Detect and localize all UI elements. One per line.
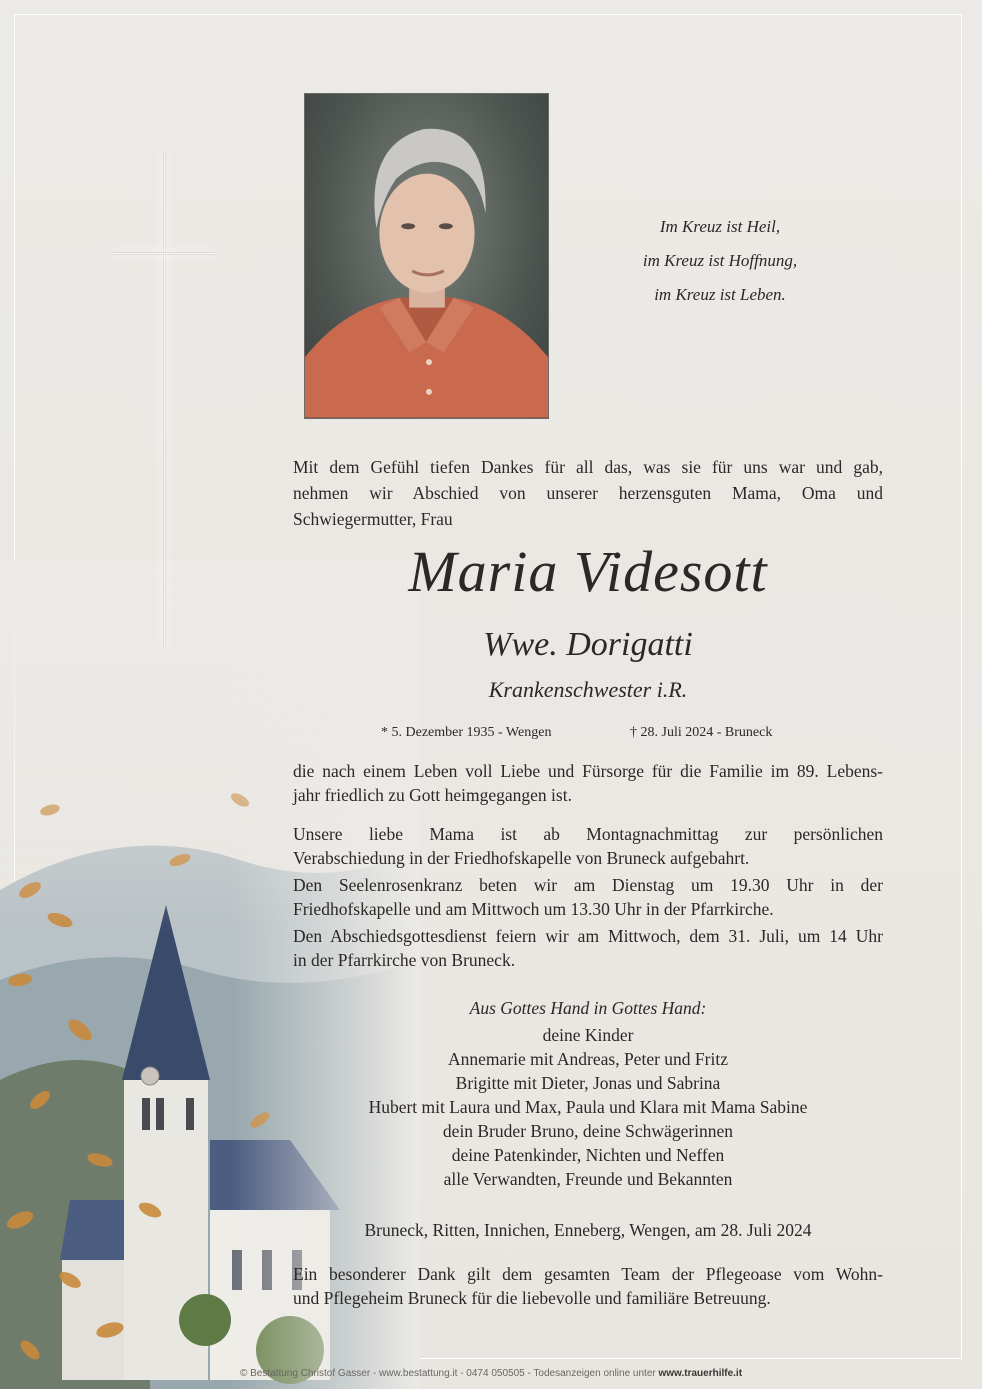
footer-text: © Bestattung Christof Gasser - www.bestattung.it - 0474 050505 - Todesanzeigen online unter	[239, 1368, 659, 1379]
thanks-text	[293, 1262, 883, 1310]
deceased-profession: Krankenschwester i.R.	[488, 677, 688, 702]
death-date: † 28. Juli 2024 - Bruneck	[630, 725, 773, 740]
arrangement-rosary	[293, 873, 883, 921]
mourner-line: deine Patenkinder, Nichten und Neffen	[451, 1145, 725, 1165]
intro-text	[293, 454, 883, 532]
place-and-date: Bruneck, Ritten, Innichen, Enneberg, Wengen, am 28. Juli 2024	[364, 1220, 812, 1240]
thanks-line: Ein besonderer Dank gilt dem gesamten Team der Pflegeoase vom Wohn-	[293, 1264, 883, 1284]
thanks-line: und Pflegeheim Bruneck für die liebevolle und familiäre Betreuung.	[293, 1288, 771, 1308]
cross-icon-horizontal	[111, 252, 216, 255]
intro-line: nehmen wir Abschied von unserer herzensguten Mama, Oma und	[293, 483, 883, 503]
arrangement-line: in der Pfarrkirche von Bruneck.	[293, 950, 516, 970]
mourner-line: Annemarie mit Andreas, Peter und Fritz	[448, 1049, 728, 1069]
quote-line: im Kreuz ist Leben.	[654, 285, 786, 304]
deceased-married-name: Wwe. Dorigatti	[483, 626, 693, 663]
passing-line: die nach einem Leben voll Liebe und Fürsorge für die Familie im 89. Lebens-	[293, 761, 883, 781]
deceased-name: Maria Videsott	[408, 539, 768, 604]
arrangement-line: Friedhofskapelle und am Mittwoch um 13.30 Uhr in der Pfarrkirche.	[293, 899, 774, 919]
mourners-list	[293, 993, 883, 1191]
arrangement-viewing	[293, 822, 883, 870]
cross-quote	[610, 210, 830, 312]
arrangement-line: Verabschiedung in der Friedhofskapelle von Bruneck aufgebahrt.	[293, 848, 750, 868]
mourner-line: deine Kinder	[542, 1025, 634, 1045]
mourner-line: Brigitte mit Dieter, Jonas und Sabrina	[455, 1073, 721, 1093]
footer	[0, 1368, 982, 1379]
portrait-photo	[304, 93, 549, 419]
arrangement-funeral	[293, 924, 883, 972]
mourner-line: Hubert mit Laura und Max, Paula und Klara mit Mama Sabine	[368, 1097, 808, 1117]
intro-line: Schwiegermutter, Frau	[293, 509, 453, 529]
intro-line: Mit dem Gefühl tiefen Dankes für all das, was sie für uns war und gab,	[293, 457, 883, 477]
arrangement-line: Den Abschiedsgottesdienst feiern wir am Mittwoch, dem 31. Juli, um 14 Uhr	[293, 926, 883, 946]
birth-date: * 5. Dezember 1935 - Wengen	[381, 725, 552, 740]
mourner-line: dein Bruder Bruno, deine Schwägerinnen	[442, 1121, 734, 1141]
passing-text	[293, 759, 883, 807]
cross-icon-vertical	[163, 150, 166, 647]
quote-line: Im Kreuz ist Heil,	[659, 217, 781, 236]
arrangement-line: Unsere liebe Mama ist ab Montagnachmittag zur persönlichen	[293, 824, 883, 844]
family-motto: Aus Gottes Hand in Gottes Hand:	[469, 998, 707, 1018]
arrangement-line: Den Seelenrosenkranz beten wir am Dienstag um 19.30 Uhr in der	[293, 875, 883, 895]
footer-link[interactable]: www.trauerhilfe.it	[658, 1368, 743, 1379]
quote-line: im Kreuz ist Hoffnung,	[642, 251, 798, 270]
mourner-line: alle Verwandten, Freunde und Bekannten	[443, 1169, 733, 1189]
passing-line: jahr friedlich zu Gott heimgegangen ist.	[293, 785, 572, 805]
